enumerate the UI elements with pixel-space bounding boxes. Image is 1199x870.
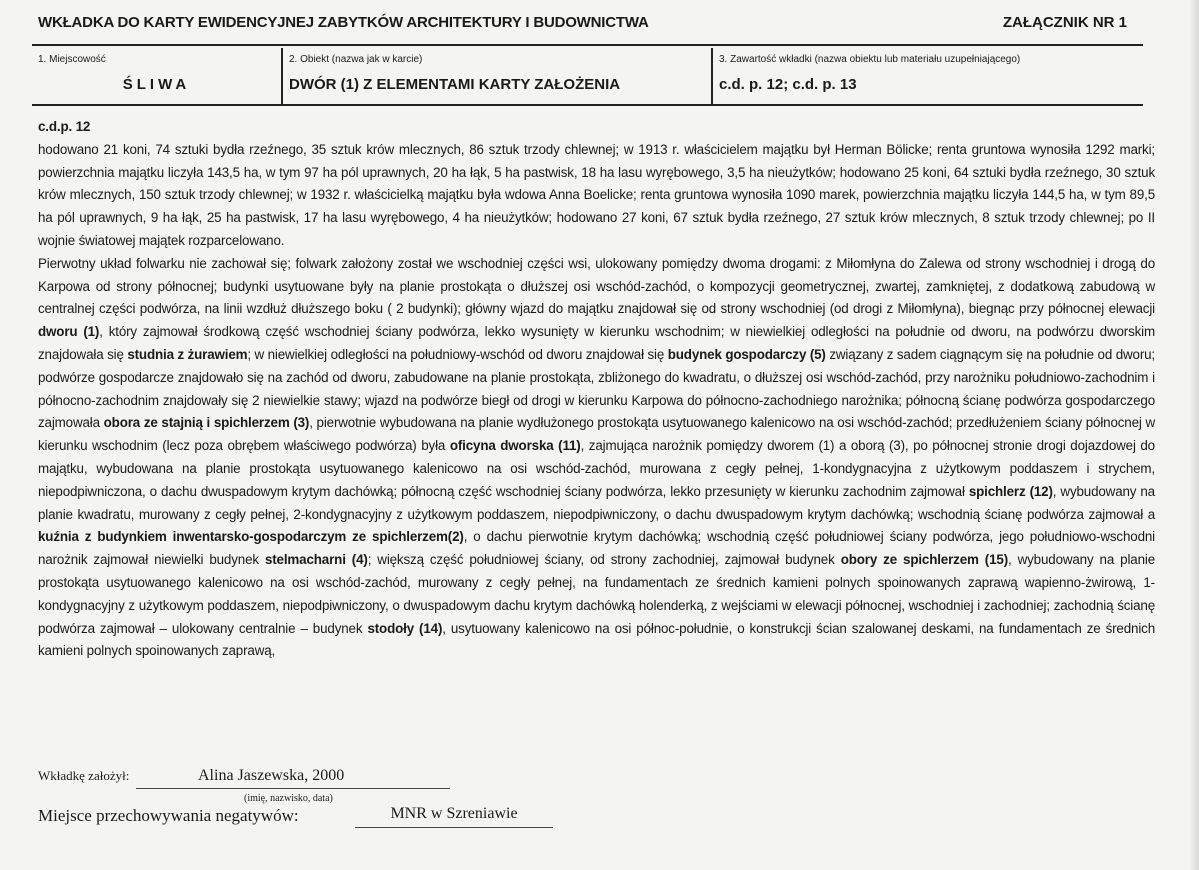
place-label: 1. Miejscowość — [38, 54, 106, 65]
text-segment: , usytuowany kalenicowo na osi północ-południe, o konstrukcji ścian szalowanej deskami, na fundamentach ze średnich kamieni polnych spoinowanych zaprawą, — [38, 620, 1155, 659]
text-segment: związany z sadem ciągnącym się na południe od dworu; podwórze gospodarcze znajdowało się na zachód od dworu, zabudowane na planie prostokąta, zbliżonego do kwadratu, o dłuższej osi wschód-zachód, przy narożniku południowo-zachodnim i północno-zachodnim znajdowały się 2 niewielkie stawy; wjazd na podwórze biegł od drogi w kierunku Karpowa do północno-zachodniego narożnika; północną ścianę podwórza gospodarczego zajmowała — [38, 346, 1155, 431]
bold-studnia: studnia z żurawiem — [127, 346, 248, 362]
bold-oficyna: oficyna dworska (11) — [449, 438, 581, 454]
form-title: WKŁADKA DO KARTY EWIDENCYJNEJ ZABYTKÓW ARCHITEKTURY I BUDOWNICTWA — [38, 14, 649, 31]
object-label: 2. Obiekt (nazwa jak w karcie) — [289, 54, 423, 65]
place-field — [32, 48, 283, 104]
text-segment: Pierwotny układ folwarku nie zachował się; folwark założony został we wschodniej części wsi, ulokowany pomiędzy dwoma drogami: z Miłomłyna do Zalewa od strony wschodniej i drogą do Karpowa od strony północnej; budynki usytuowane były na planie prostokąta o dłuższej osi wschód-zachód, o kompozycji geometrycznej, zwartej, zamkniętej, z dodatkową zabudową w centralnej części podwórza, na linii wzdłuż dłuższego boku ( 2 budynki); główny wjazd do majątku znajdował się od strony wschodniej (od drogi z Miłomłyna), biegnąc przy północnej elewacji — [38, 255, 1155, 317]
object-field — [283, 48, 713, 104]
text-segment: ; w niewielkiej odległości na południowy-wschód od dworu znajdował się — [247, 346, 668, 362]
bold-dwor: dworu (1) — [38, 324, 100, 340]
header-divider — [32, 44, 1143, 46]
negatives-value: MNR w Szreniawie — [355, 805, 553, 828]
contents-field — [713, 48, 1143, 104]
continuation-heading: c.d.p. 12 — [38, 119, 91, 134]
bold-kuznia: kuźnia z budynkiem inwentarsko-gospodarczym ze spichlerzem(2) — [38, 529, 464, 545]
attachment-number: ZAŁĄCZNIK NR 1 — [1002, 14, 1127, 31]
text-segment: , o dachu pierwotnie krytym dachówką; wschodnią część południowej ściany podwórza, jego południowo-wschodni narożnik zajmował niewielki budynek — [38, 529, 1155, 568]
made-by-value: Alina Jaszewska, 2000 — [136, 767, 450, 789]
text-segment: , pierwotnie wybudowana na planie wydłużonego prostokąta usytuowanego kalenicowo na osi wschód-zachód; przedłużeniem ściany północnej w kierunku wschodnim (lecz poza obrębem właściwego podwórza) była — [38, 415, 1155, 454]
paragraph-1: hodowano 21 koni, 74 sztuki bydła rzeźnego, 35 sztuk krów mlecznych, 86 sztuk trzody chlewnej; w 1913 r. właścicielem majątku był Herman Bölicke; renta gruntowa wynosiła 1292 marki; powierzchnia majątku liczyła 143,5 ha, w tym 97 ha pól uprawnych, 20 ha łąk, 5 ha pastwisk, 18 ha lasu wyrębowego, 3,5 ha nieużytków; hodowano 25 koni, 64 sztuki bydła rzeźnego, 30 sztuk krów mlecznych, 150 sztuk trzody chlewnej; w 1932 r. właścicielką majątku była wdowa Anna Boelicke; renta gruntowa wynosiła 1090 marek, powierzchnia majątku liczyła 144,5 ha, w tym 89,5 ha pól uprawnych, 9 ha łąk, 25 ha pastwisk, 17 ha lasu wyrębowego, 4 ha nieużytków; hodowano 27 koni, 67 sztuk bydła rzeźnego, 27 sztuk krów mlecznych, 8 sztuk trzody chlewnej; po II wojnie światowej majątek rozparcelowano. — [38, 141, 1155, 248]
bold-budynek-gospodarczy: budynek gospodarczy (5) — [667, 346, 826, 362]
text-segment: , wybudowany na planie kwadratu, murowany z cegły pełnej, 2-kondygnacyjny z użytkowym poddaszem, niepodpiwniczony, o dachu dwuspadowym krytym dachówką; wschodnią ścianę podwórza zajmował a — [38, 483, 1155, 522]
text-segment: , który zajmował środkową część wschodniej ściany podwórza, lekko wysunięty w kierunku wschodnim; w niewielkiej odległości na południe od dworu, na podwórzu dworskim znajdowała się — [38, 324, 1155, 362]
form-fields — [32, 48, 1143, 106]
negatives-label: Miejsce przechowywania negatywów: — [38, 806, 299, 825]
bold-stodola: stodoły (14) — [367, 620, 443, 636]
made-by-label: Wkładkę założył: — [38, 768, 130, 783]
contents-label: 3. Zawartość wkładki (nazwa obiektu lub materiału uzupełniającego) — [719, 54, 1021, 65]
place-value: ŚLIWA — [122, 76, 191, 93]
paragraph-2 — [38, 253, 1155, 663]
document-body — [38, 116, 1155, 663]
bold-obora: obora ze stajnią i spichlerzem (3) — [103, 415, 310, 431]
scan-edge — [1189, 0, 1199, 870]
made-by-caption: (imię, nazwisko, data) — [244, 793, 333, 804]
object-value: DWÓR (1) Z ELEMENTAMI KARTY ZAŁOŻENIA — [289, 76, 621, 93]
text-segment: , wybudowany na planie prostokąta usytuowanego kalenicowo na osi wschód-zachód, murowany z cegły pełnej, na fundamentach ze średnich kamieni polnych spoinowanych zaprawą wapienno-żwirową, 1-kondygnacyjny z użytkowym poddaszem, niepodpiwniczony, o dwuspadowym dachu krytym dachówką holenderką, z wejściami w elewacji północnej, wschodniej i zachodniej; zachodnią ścianę podwórza zajmował – ulokowany centralnie – budynek — [38, 552, 1155, 636]
contents-value: c.d. p. 12; c.d. p. 13 — [719, 76, 857, 93]
text-segment: ; większą część południowej ściany, od strony zachodniej, zajmował budynek — [367, 552, 841, 568]
text-segment: , zajmująca narożnik pomiędzy dworem (1) a oborą (3), po północnej stronie drogi dojazdowej do majątku, wybudowana na planie prostokąta usytuowanego kalenicowo na osi wschód-zachód, murowana z cegły pełnej, 1-kondygnacyjna z użytkowym poddaszem i strychem, niepodpiwniczona, o dachu dwuspadowym krytym dachówką; północną część wschodniej ściany podwórza, lekko przesunięty w kierunku zachodnim zajmował — [38, 438, 1155, 499]
bold-spichlerz: spichlerz (12) — [968, 483, 1053, 499]
bold-stelmacharnia: stelmacharni (4) — [264, 552, 368, 568]
bold-obory: obory ze spichlerzem (15) — [840, 552, 1009, 568]
